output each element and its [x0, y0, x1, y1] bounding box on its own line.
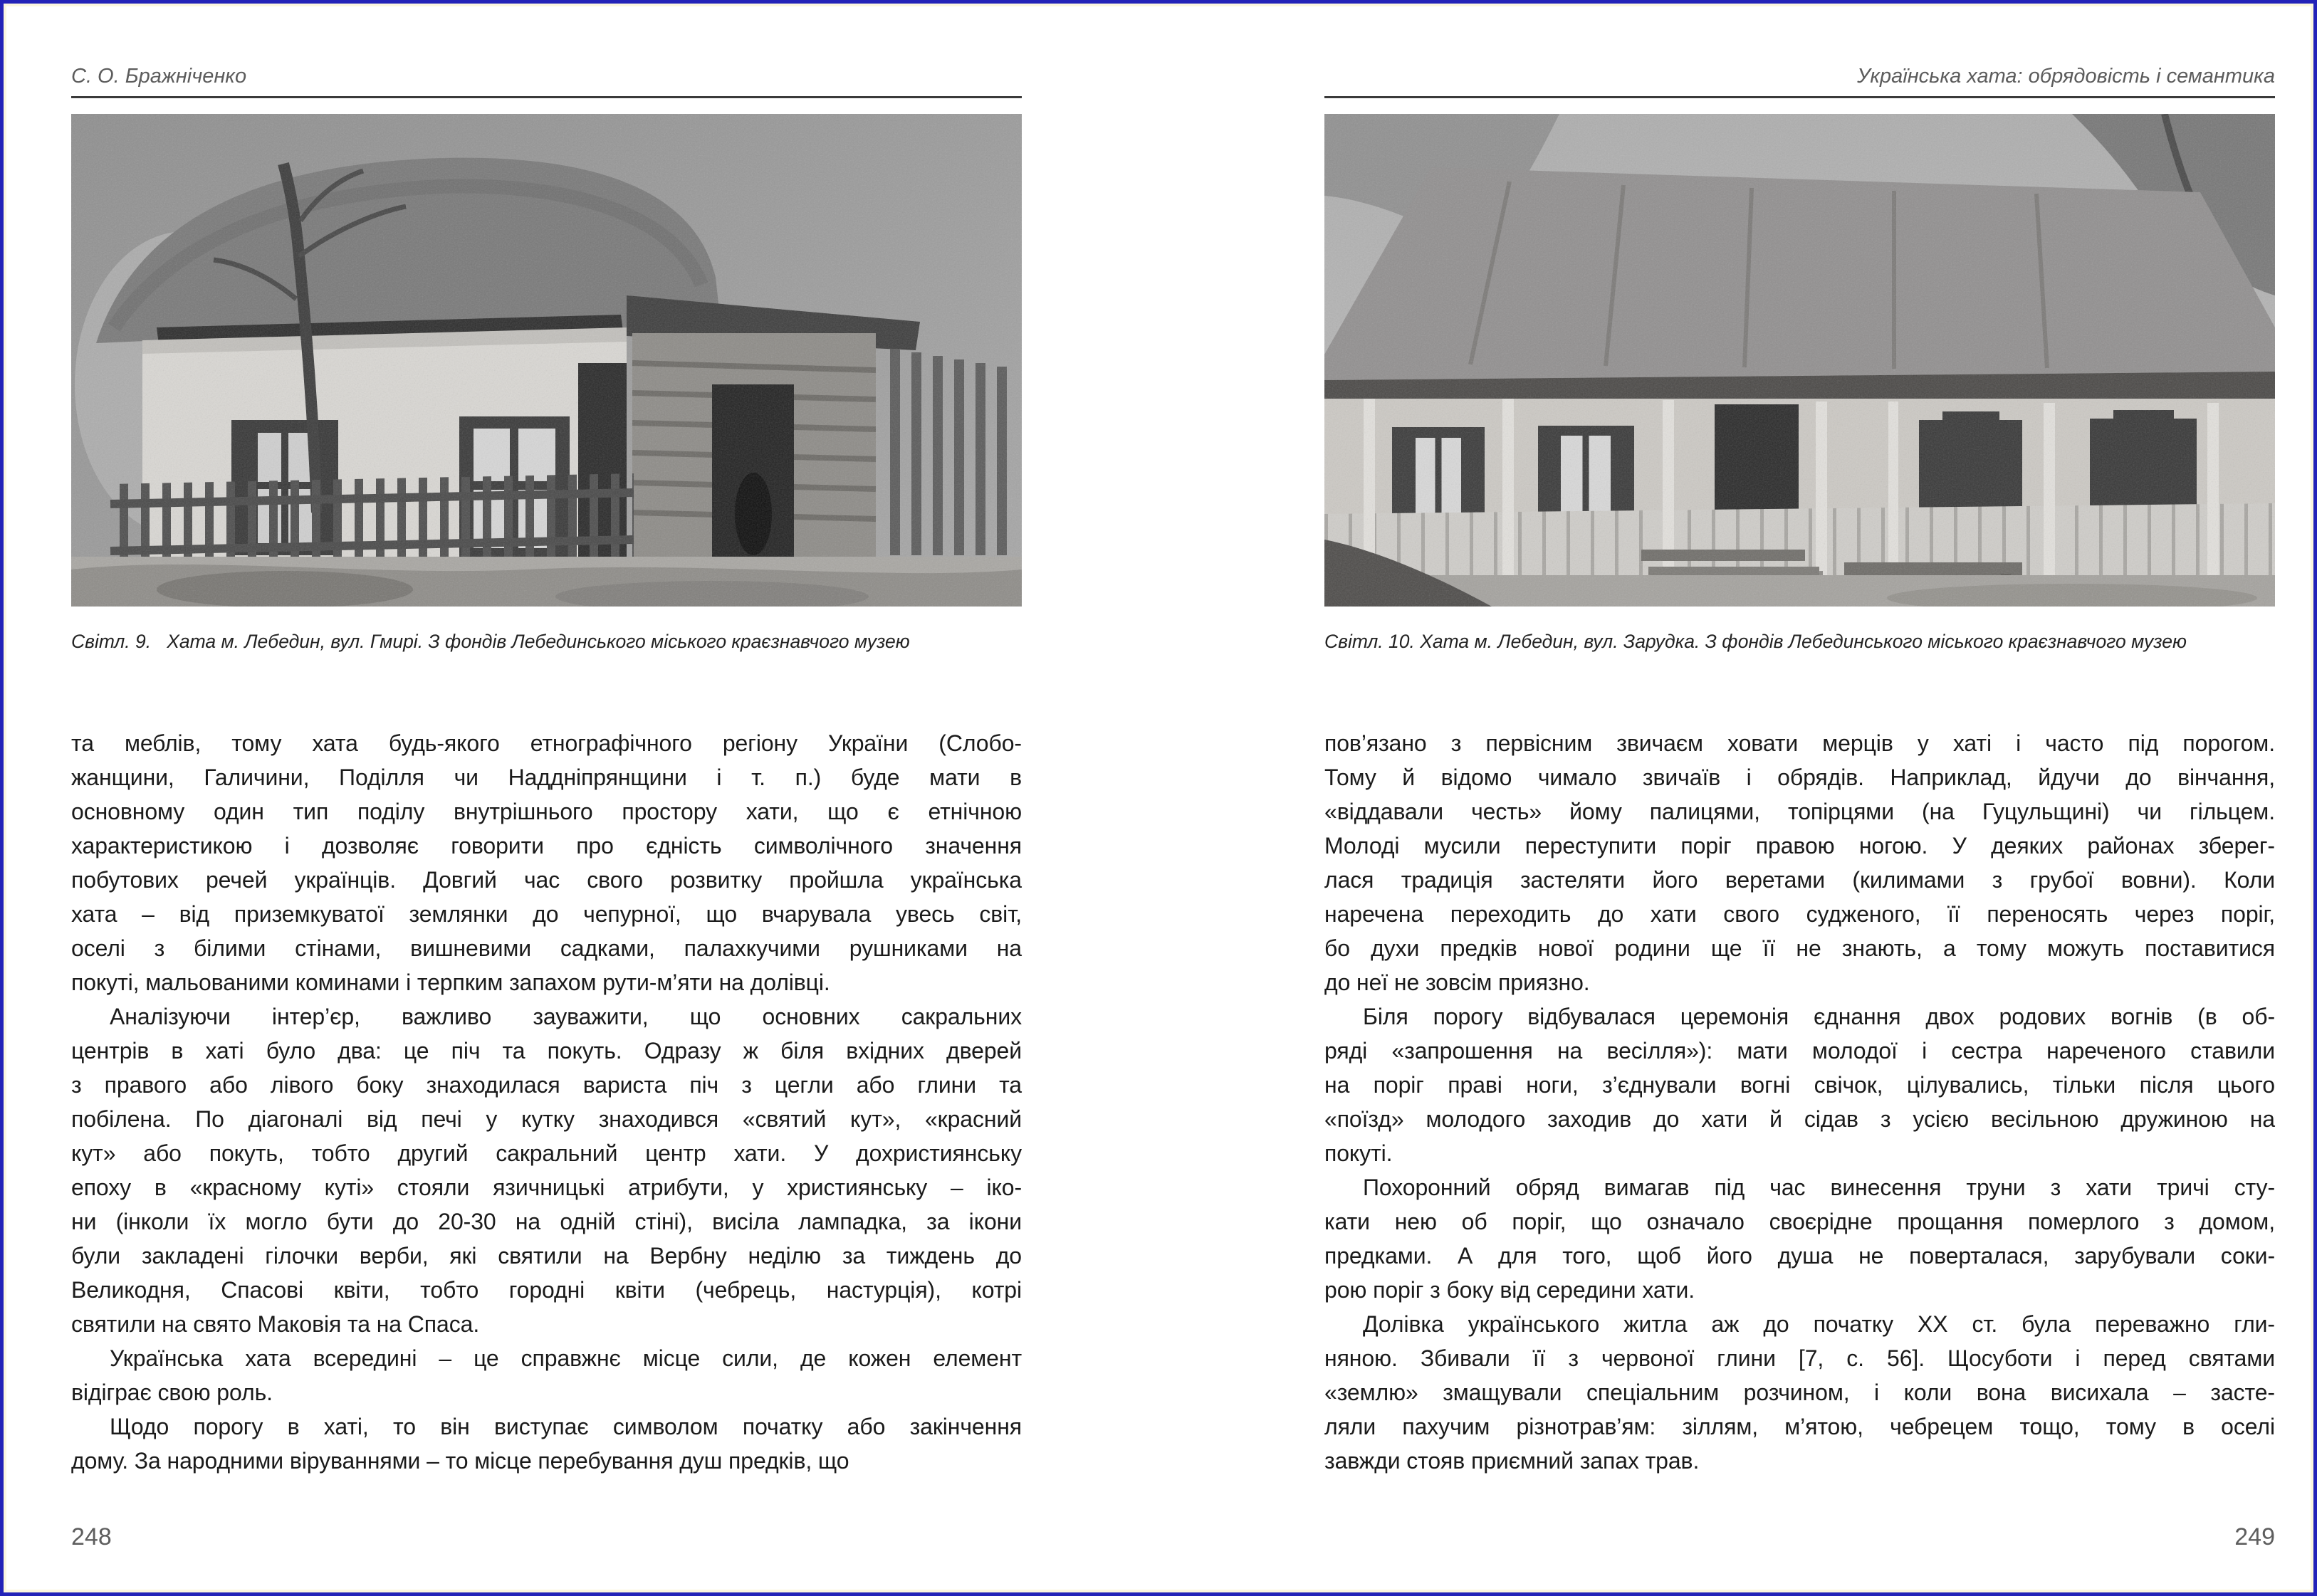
text-line: епоху в «красному куті» стояли язичницькі атрибути, у християнську – іко- [71, 1174, 1022, 1200]
body-paragraph [1324, 1307, 2275, 1478]
figure-caption: Світл. 9. Хата м. Лебедин, вул. Гмирі. З фондів Лебединського міського краєзнавчого музею [71, 631, 910, 652]
body-paragraph [1324, 999, 2275, 1170]
figure-caption: Світл. 10. Хата м. Лебедин, вул. Зарудка. З фондів Лебединського міського краєзнавчого музею [1324, 631, 2187, 652]
text-line: ляли пахучим різнотрав’ям: зіллям, м’ятою, чебрецем тощо, тому в оселі [1324, 1413, 2275, 1439]
text-line: «віддавали честь» йому палицями, топірцями (на Гуцульщині) чи гільцем. [1324, 798, 2275, 824]
text-line: Українська хата всередині – це справжнє місце сили, де кожен елемент [110, 1345, 1022, 1371]
photo-hmyri-house-illustration [71, 114, 1022, 607]
text-line: хата – від приземкуватої землянки до чепурної, що вчарувала увесь світ, [71, 901, 1022, 927]
text-line: наречена переходить до хати свого судженого, її переносять через поріг, [1324, 901, 2275, 927]
text-line: няною. Збивали її з червоної глини [7, с. 56]. Щосуботи і перед святами [1324, 1345, 2275, 1371]
text-line: рою поріг з боку від середини хати. [1324, 1276, 1695, 1303]
text-line: відіграє свою роль. [71, 1379, 273, 1405]
text-line: дому. За народними віруваннями – то місце перебування душ предків, що [71, 1447, 849, 1474]
text-line: ряді «запрошення на весілля»): мати молодої і сестра нареченого ставили [1324, 1037, 2275, 1064]
text-line: лася традиція застеляти його веретами (килимами з грубої вовни). Коли [1324, 866, 2275, 893]
page-left [71, 63, 1022, 1551]
text-line: були закладені гілочки верби, які святили на Вербну неділю за тиждень до [71, 1242, 1022, 1269]
text-line: покуті, мальованими коминами і терпким запахом рути-м’яти на долівці. [71, 969, 830, 995]
body-paragraph [1324, 726, 2275, 999]
body-paragraph [1324, 1170, 2275, 1307]
text-line: завжди стояв приємний запах трав. [1324, 1447, 1700, 1474]
text-line: святили на свято Маковія та на Спаса. [71, 1311, 480, 1337]
text-line: Молоді мусили переступити поріг правою ногою. У деяких районах зберег- [1324, 832, 2275, 859]
text-line: Похоронний обряд вимагав під час винесення труни з хати тричі сту- [1363, 1174, 2275, 1200]
text-line: жанщини, Галичини, Поділля чи Наддніпрянщини і т. п.) буде мати в [71, 764, 1022, 790]
page-right [1324, 63, 2275, 1551]
text-line: кут» або покуть, тобто другий сакральний центр хати. У дохристиянську [71, 1140, 1022, 1166]
figure-photo-zarudka-house [1324, 114, 2275, 607]
body-paragraph [71, 1409, 1022, 1478]
text-line: характеристикою і дозволяє говорити про єдність символічного значення [71, 832, 1022, 859]
header-rule [71, 96, 1022, 98]
text-line: оселі з білими стінами, вишневими садками, палахкучими рушниками на [71, 935, 1022, 961]
text-line: Долівка українського житла аж до початку ХХ ст. була переважно гли- [1363, 1311, 2275, 1337]
text-line: Тому й відомо чимало звичаїв і обрядів. Наприклад, йдучи до вінчання, [1324, 764, 2275, 790]
text-line: Щодо порогу в хаті, то він виступає символом початку або закінчення [110, 1413, 1022, 1439]
text-line: «поїзд» молодого заходив до хати й сідав з усією весільною дружиною на [1324, 1106, 2275, 1132]
text-line: та меблів, тому хата будь-якого етнографічного регіону України (Слобо- [71, 730, 1022, 756]
figure-photo-hmyri-house [71, 114, 1022, 607]
header-rule [1324, 96, 2275, 98]
text-line: Великодня, Спасові квіти, тобто городні квіти (чебрець, настурція), котрі [71, 1276, 1022, 1303]
page-number-left: 248 [71, 1523, 112, 1550]
text-line: ни (інколи їх могло бути до 20-30 на одній стіні), висіла лампадка, за ікони [71, 1208, 1022, 1234]
text-line: центрів в хаті було два: це піч та покуть. Одразу ж біля вхідних дверей [71, 1037, 1022, 1064]
text-line: побутових речей українців. Довгий час свого розвитку пройшла українська [71, 866, 1022, 893]
body-text [71, 726, 1022, 1478]
text-line: на поріг праві ноги, з’єднували вогні свічок, цілувались, тільки після цього [1324, 1071, 2275, 1098]
text-line: кати нею об поріг, що означало своєрідне прощання померлого з домом, [1324, 1208, 2275, 1234]
body-paragraph [71, 726, 1022, 999]
text-line: побілена. По діагоналі від печі у кутку знаходився «святий кут», «красний [71, 1106, 1022, 1132]
text-line: бо духи предків нової родини ще її не знають, а тому можуть поставитися [1324, 935, 2275, 961]
body-paragraph [71, 1341, 1022, 1409]
text-line: до неї не зовсім приязно. [1324, 969, 1590, 995]
text-line: основному один тип поділу внутрішнього простору хати, що є етнічною [71, 798, 1022, 824]
photo-zarudka-house-illustration [1324, 114, 2275, 607]
running-head-author: С. О. Бражніченко [71, 65, 247, 88]
page-number-right: 249 [2234, 1523, 2275, 1550]
body-paragraph [71, 999, 1022, 1341]
body-text [1324, 726, 2275, 1478]
text-line: покуті. [1324, 1140, 1393, 1166]
running-head-title: Українська хата: обрядовість і семантика [1857, 65, 2275, 88]
text-line: з правого або лівого боку знаходилася вариста піч з цегли або глини та [71, 1071, 1022, 1098]
text-line: Біля порогу відбувалася церемонія єднання двох родових вогнів (в об- [1363, 1003, 2275, 1029]
text-line: «землю» змащували спеціальним розчином, і коли вона висихала – засте- [1324, 1379, 2275, 1405]
text-line: предками. А для того, щоб його душа не поверталася, зарубували соки- [1324, 1242, 2275, 1269]
text-line: пов’язано з первісним звичаєм ховати мерців у хаті і часто під порогом. [1324, 730, 2275, 756]
text-line: Аналізуючи інтер’єр, важливо зауважити, що основних сакральних [110, 1003, 1022, 1029]
